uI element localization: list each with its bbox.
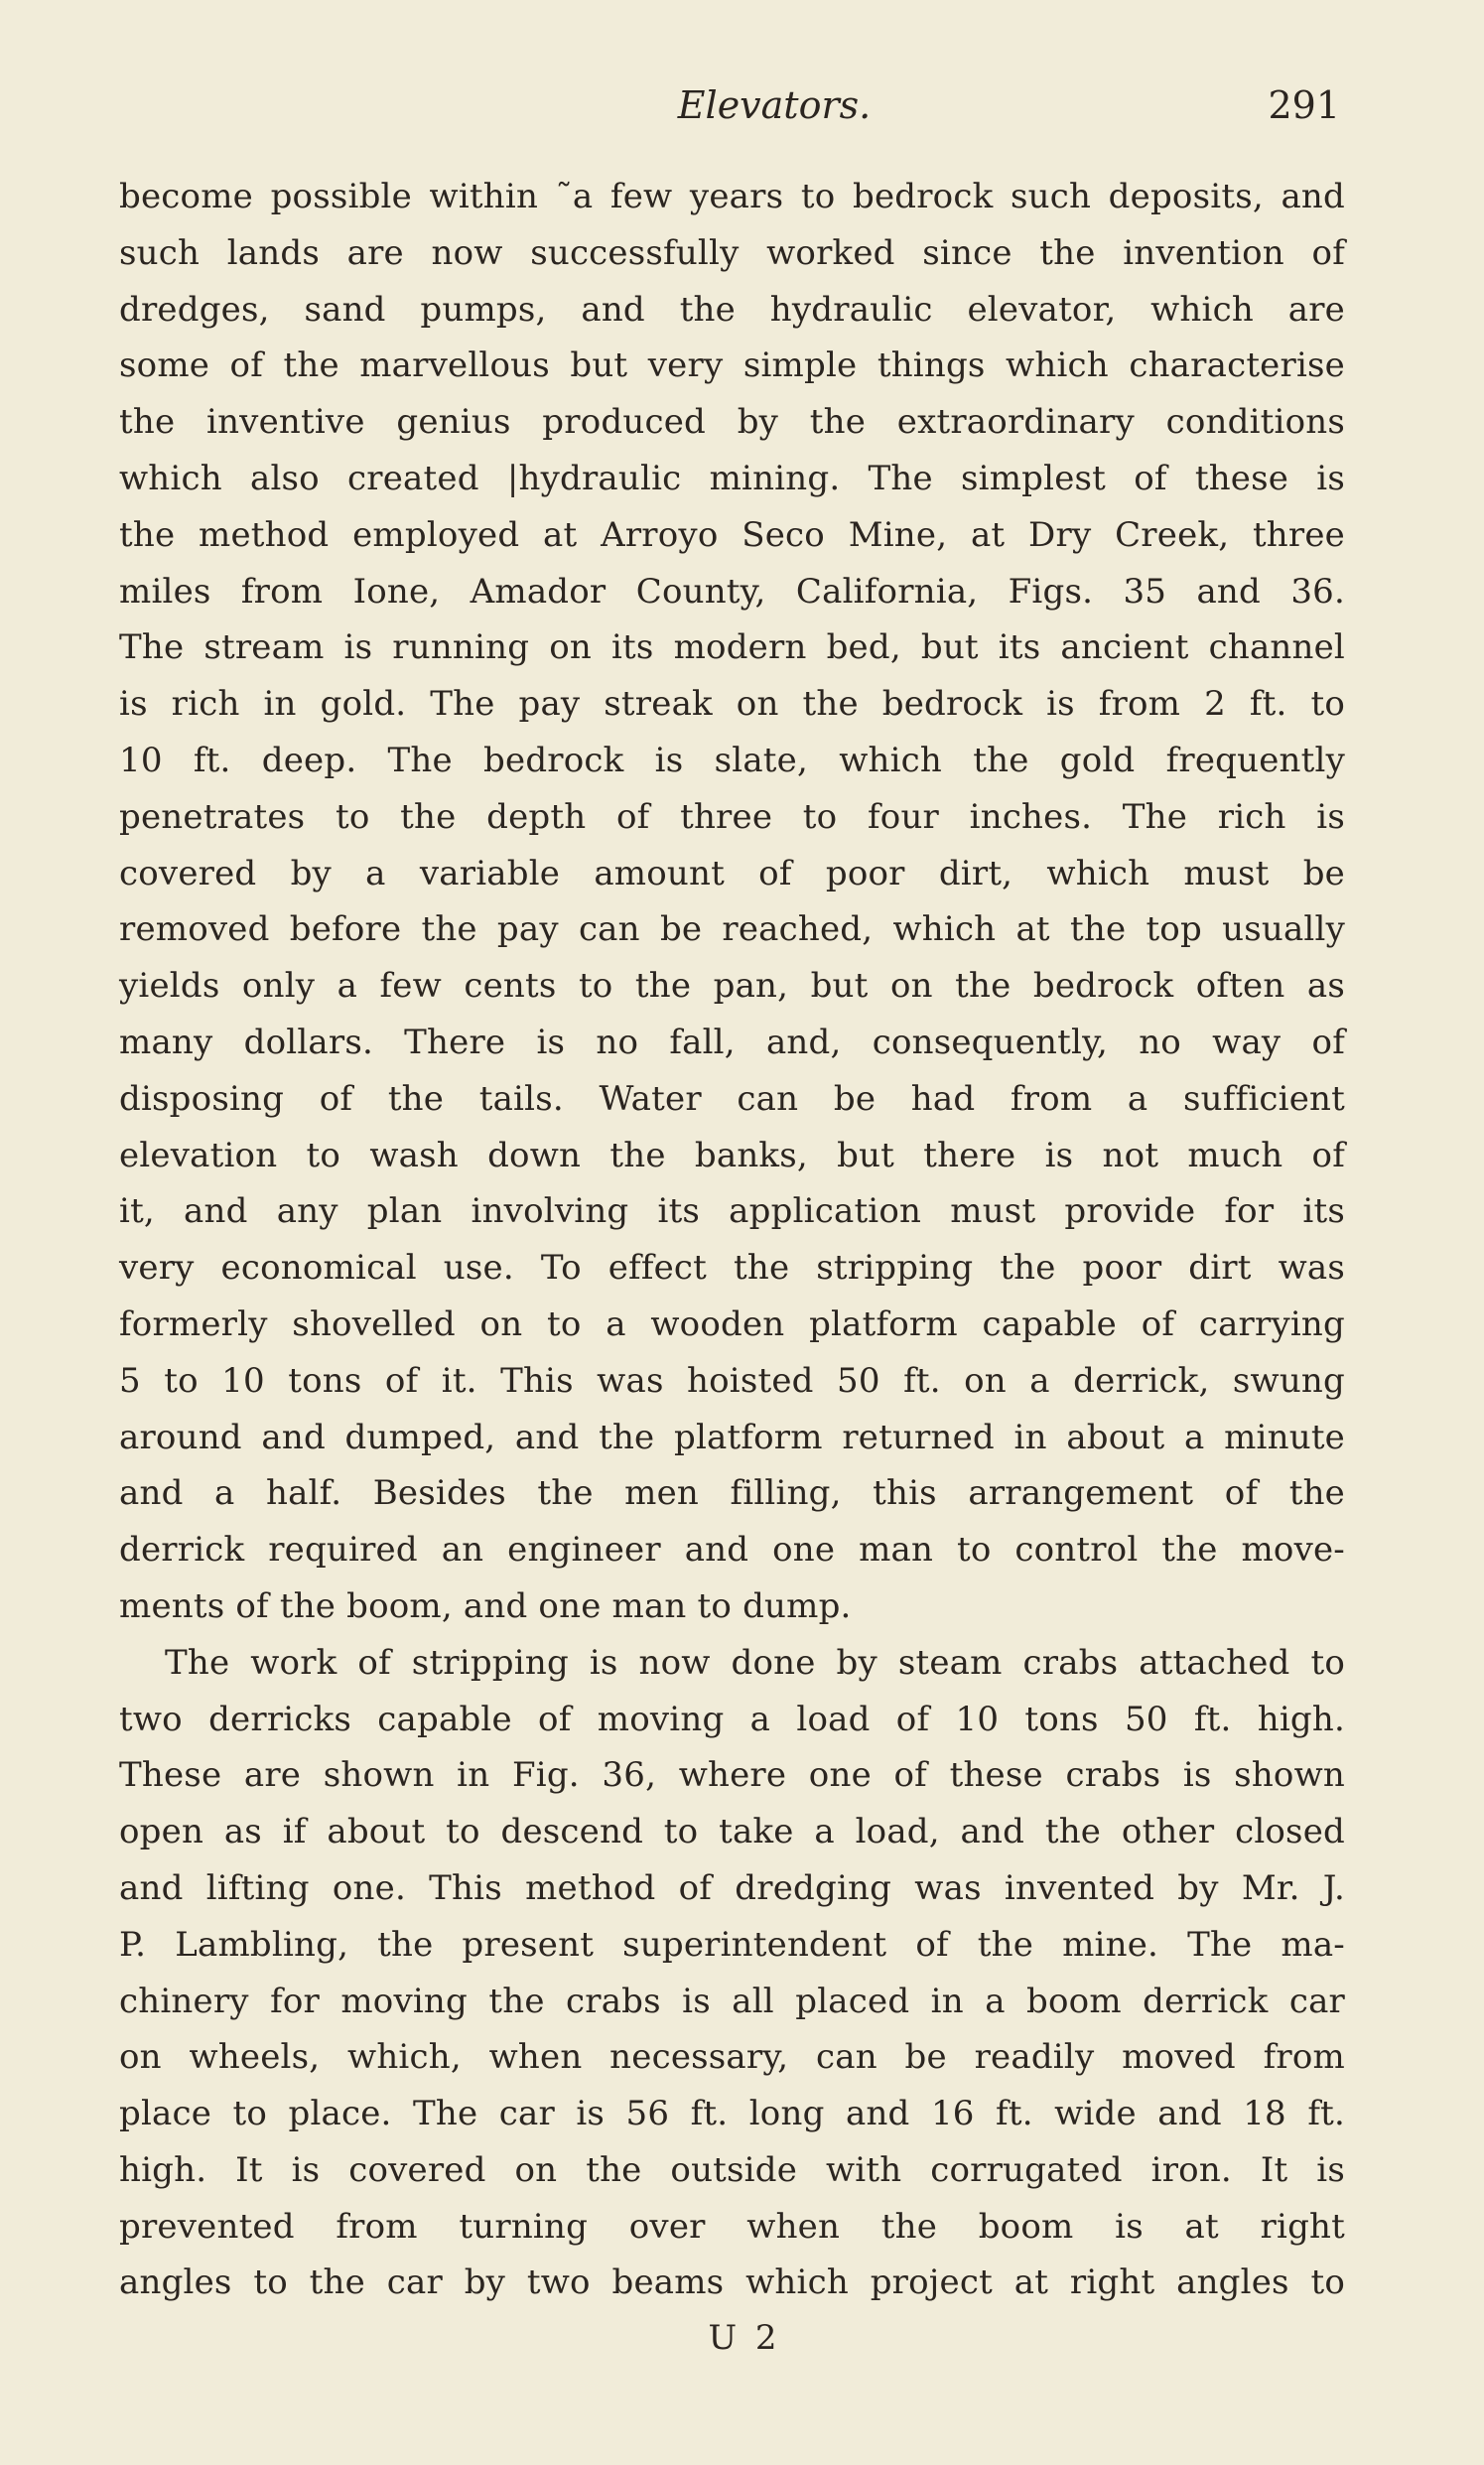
text-line: removed before the pay can be reached, which at the top usually <box>119 909 1345 950</box>
text-line: penetrates to the depth of three to four inches. The rich is <box>119 796 1345 837</box>
text-line: two derricks capable of moving a load of 10 tons 50 ft. high. <box>119 1699 1345 1739</box>
text-line: covered by a variable amount of poor dirt, which must be <box>119 853 1345 893</box>
text-line: These are shown in Fig. 36, where one of these crabs is shown <box>119 1755 1345 1796</box>
text-line: around and dumped, and the platform returned in about a minute <box>119 1417 1345 1457</box>
paragraph <box>119 169 1345 1635</box>
text-line: high. It is covered on the outside with corrugated iron. It is <box>119 2149 1345 2190</box>
text-line: some of the marvellous but very simple things which characterise <box>119 345 1345 386</box>
text-line: yields only a few cents to the pan, but on the bedrock often as <box>119 966 1345 1007</box>
text-line: many dollars. There is no fall, and, consequently, no way of <box>119 1022 1345 1062</box>
paragraph <box>119 1635 1345 2312</box>
signature-mark: U 2 <box>708 2318 781 2358</box>
text-line: elevation to wash down the banks, but there is not much of <box>119 1135 1345 1175</box>
text-line: The stream is running on its modern bed, but its ancient channel <box>119 627 1345 668</box>
text-line: become possible within ˜a few years to bedrock such deposits, and <box>119 177 1345 216</box>
text-line: formerly shovelled on to a wooden platform capable of carrying <box>119 1303 1345 1344</box>
text-line: dredges, sand pumps, and the hydraulic elevator, which are <box>119 289 1345 330</box>
body-text <box>119 169 1345 2311</box>
text-line: and lifting one. This method of dredging was invented by Mr. J. <box>119 1867 1345 1908</box>
text-line: P. Lambling, the present superintendent of the mine. The ma- <box>119 1924 1345 1965</box>
text-line: on wheels, which, when necessary, can be readily moved from <box>119 2037 1345 2078</box>
text-line: is rich in gold. The pay streak on the bedrock is from 2 ft. to <box>119 684 1345 725</box>
text-line: it, and any plan involving its application must provide for its <box>119 1191 1345 1232</box>
running-title: Elevators. <box>677 83 872 127</box>
text-line: 5 to 10 tons of it. This was hoisted 50 ft. on a derrick, swung <box>119 1360 1345 1401</box>
text-line: which also created |hydraulic mining. The simplest of these is <box>119 458 1345 498</box>
text-line: angles to the car by two beams which project at right angles to <box>119 2262 1345 2303</box>
page-number: 291 <box>1268 83 1340 127</box>
text-line: prevented from turning over when the boom is at right <box>119 2206 1345 2247</box>
text-line: place to place. The car is 56 ft. long and 16 ft. wide and 18 ft. <box>119 2094 1345 2134</box>
text-line: very economical use. To effect the stripping the poor dirt was <box>119 1248 1345 1289</box>
text-line: The work of stripping is now done by steam crabs attached to <box>165 1642 1345 1683</box>
text-line: disposing of the tails. Water can be had from a sufficient <box>119 1078 1345 1119</box>
text-line: 10 ft. deep. The bedrock is slate, which the gold frequently <box>119 740 1345 780</box>
text-line: open as if about to descend to take a load, and the other closed <box>119 1812 1345 1852</box>
text-line: ments of the boom, and one man to dump. <box>119 1585 852 1626</box>
running-head <box>119 77 1355 133</box>
text-line: miles from Ione, Amador County, California, Figs. 35 and 36. <box>119 571 1345 612</box>
text-line: derrick required an engineer and one man to control the move- <box>119 1530 1345 1571</box>
text-line: the method employed at Arroyo Seco Mine, at Dry Creek, three <box>119 514 1345 555</box>
text-line: chinery for moving the crabs is all placed in a boom derrick car <box>119 1981 1345 2021</box>
text-line: such lands are now successfully worked since the invention of <box>119 232 1345 273</box>
text-line: and a half. Besides the men filling, this arrangement of the <box>119 1473 1345 1514</box>
paragraph-container <box>119 169 1345 2311</box>
text-line: the inventive genius produced by the extraordinary conditions <box>119 402 1345 443</box>
